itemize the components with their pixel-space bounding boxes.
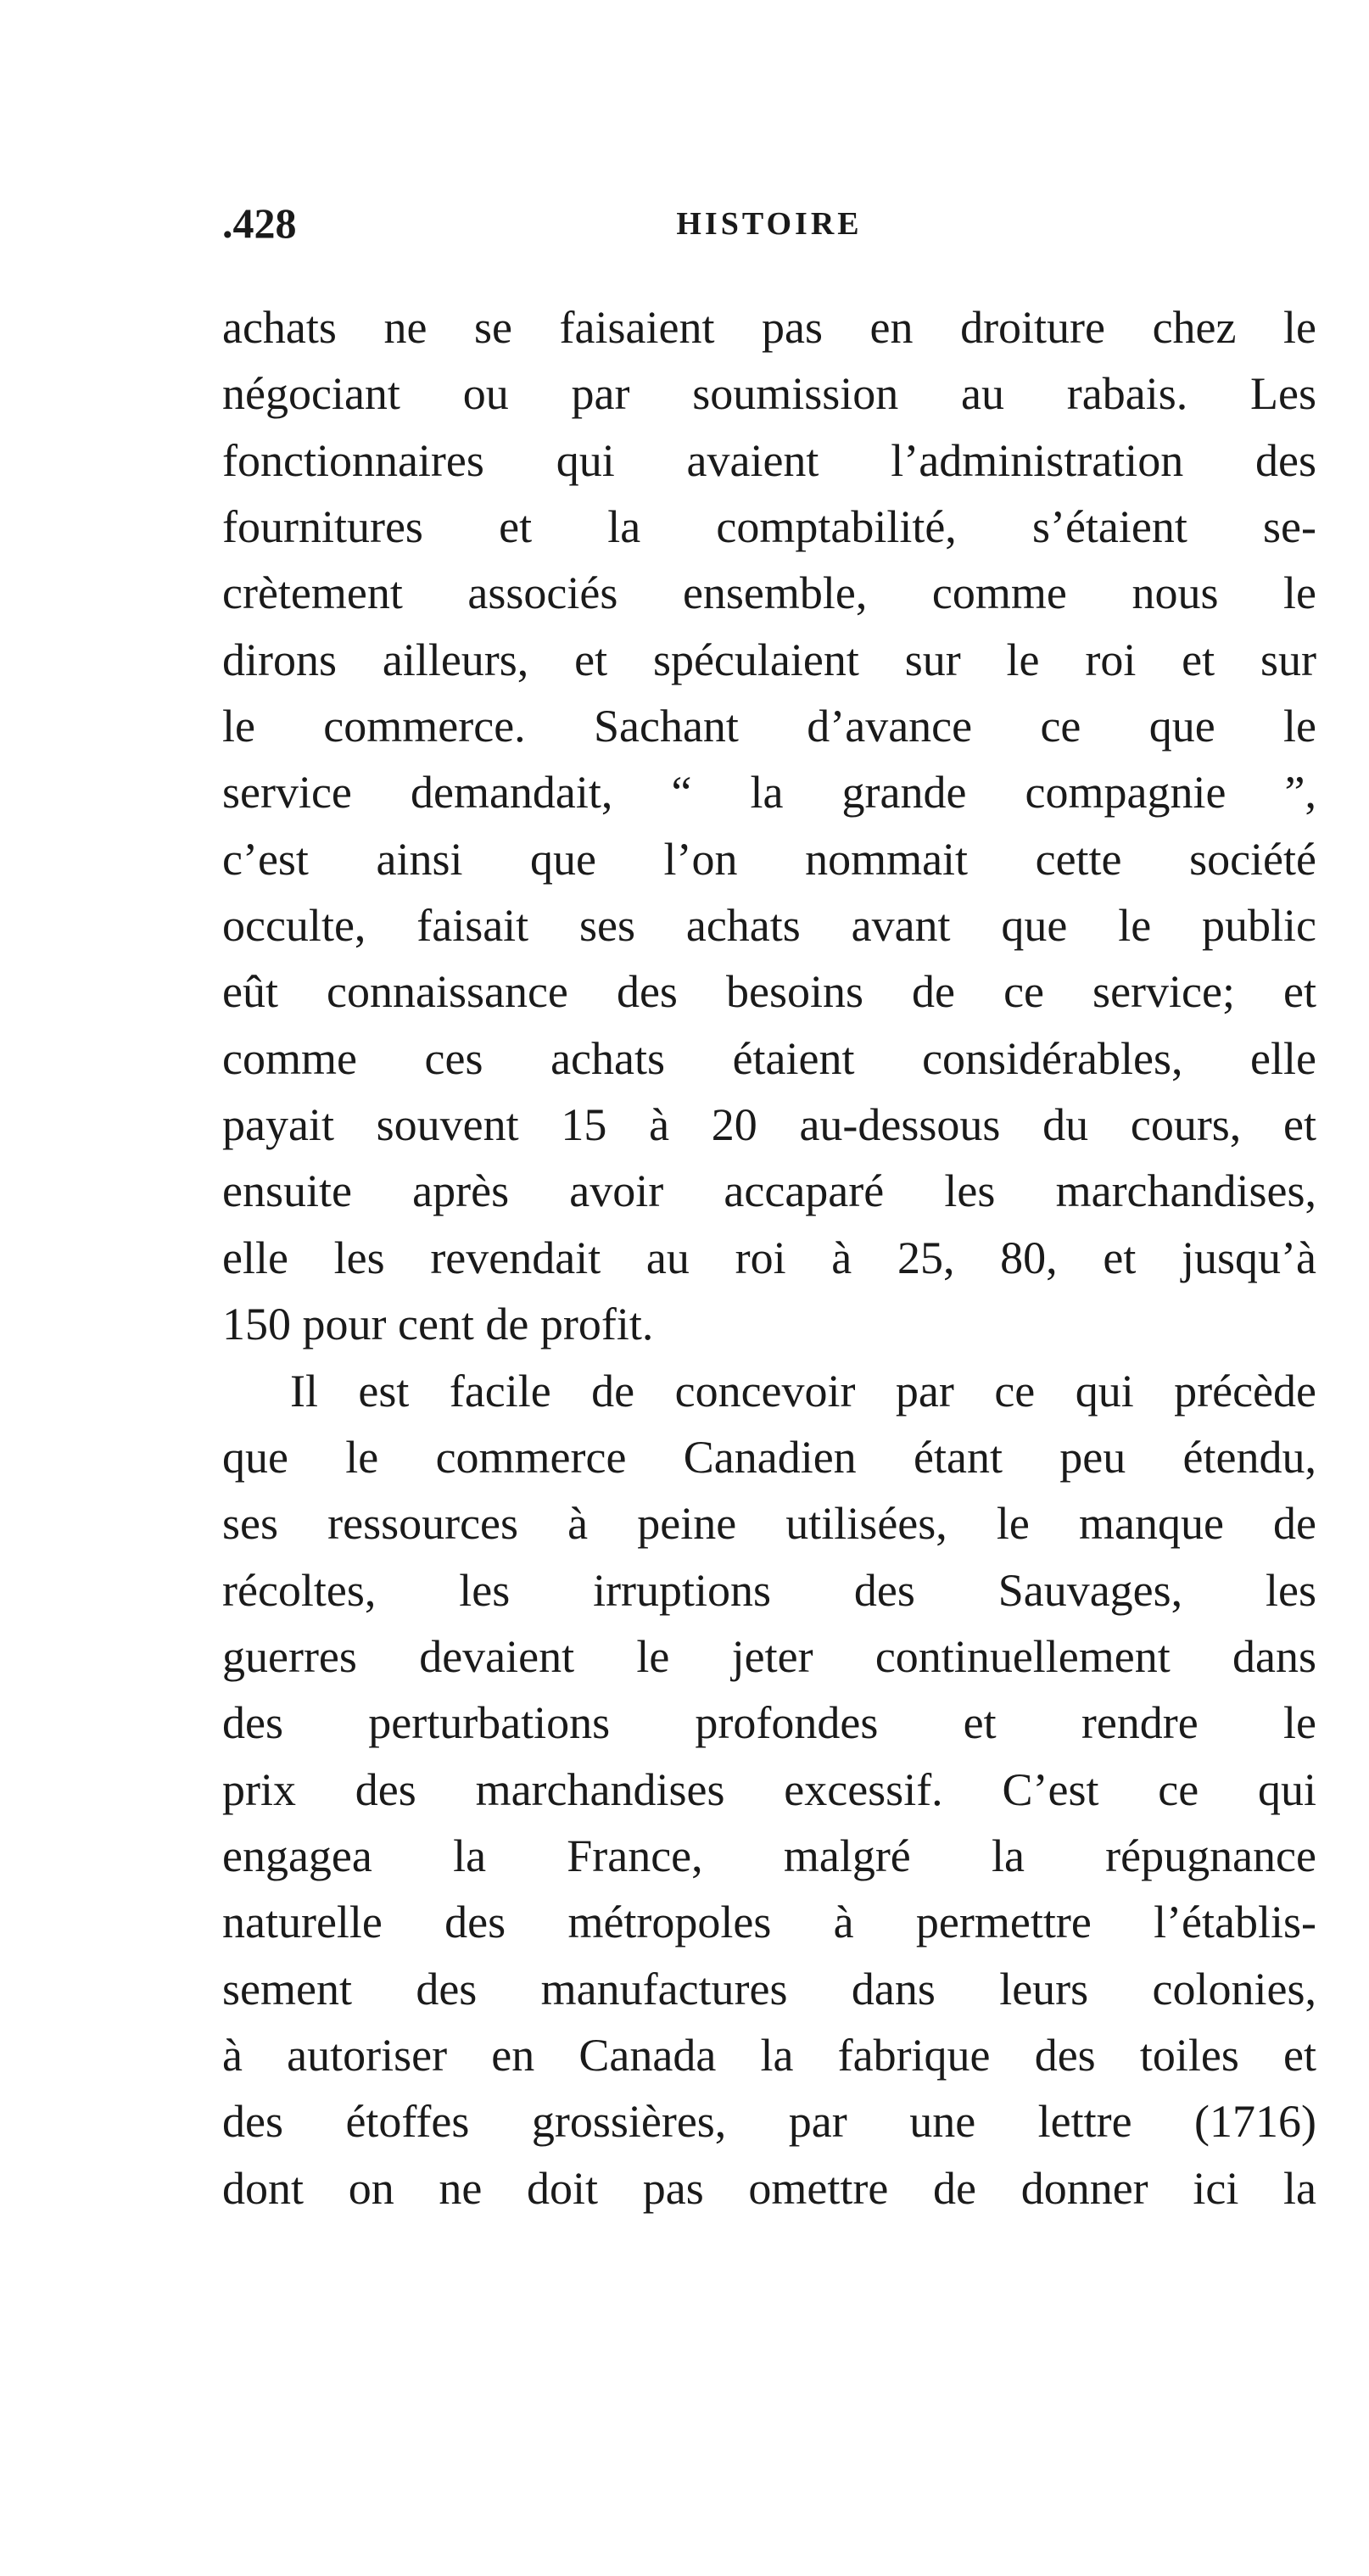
- body-text: [222, 294, 1316, 2221]
- text-line: Il est facile de concevoir par ce qui précède: [290, 1365, 1316, 1417]
- text-line: payait souvent 15 à 20 au-dessous du cours, et: [222, 1099, 1316, 1151]
- paragraph-2: [222, 1358, 1316, 2221]
- text-line: fournitures et la comptabilité, s’étaient se-: [222, 501, 1316, 553]
- text-line: achats ne se faisaient pas en droiture chez le: [222, 302, 1316, 353]
- text-line: engagea la France, malgré la répugnance: [222, 1830, 1316, 1881]
- text-line: naturelle des métropoles à permettre l’établis-: [222, 1897, 1316, 1948]
- running-head: [222, 193, 1316, 253]
- text-line: prix des marchandises excessif. C’est ce qui: [222, 1763, 1316, 1815]
- text-line: dirons ailleurs, et spéculaient sur le roi et sur: [222, 634, 1316, 685]
- paragraph-1: [222, 294, 1316, 1358]
- text-line: comme ces achats étaient considérables, elle: [222, 1032, 1316, 1084]
- text-line: service demandait, “ la grande compagnie ”,: [222, 767, 1316, 819]
- text-line: des étoffes grossières, par une lettre (1716): [222, 2096, 1316, 2148]
- text-line: crètement associés ensemble, comme nous le: [222, 567, 1316, 619]
- text-line: c’est ainsi que l’on nommait cette société: [222, 833, 1316, 885]
- text-line: ensuite après avoir accaparé les marchandises,: [222, 1165, 1316, 1217]
- page-number: .428: [222, 199, 297, 247]
- text-line: occulte, faisait ses achats avant que le public: [222, 900, 1316, 952]
- text-line: eût connaissance des besoins de ce service; et: [222, 966, 1316, 1018]
- text-line: 150 pour cent de profit.: [222, 1299, 654, 1350]
- text-line: dont on ne doit pas omettre de donner ici la: [222, 2162, 1316, 2214]
- text-line: le commerce. Sachant d’avance ce que le: [222, 701, 1316, 752]
- text-line: négociant ou par soumission au rabais. Les: [222, 368, 1316, 420]
- text-line: des perturbations profondes et rendre le: [222, 1697, 1316, 1749]
- text-line: que le commerce Canadien étant peu étendu,: [222, 1431, 1316, 1483]
- text-line: elle les revendait au roi à 25, 80, et jusqu’à: [222, 1232, 1316, 1283]
- text-line: à autoriser en Canada la fabrique des toiles et: [222, 2029, 1316, 2081]
- running-title: HISTOIRE: [676, 206, 863, 242]
- text-line: ses ressources à peine utilisées, le manque de: [222, 1498, 1316, 1550]
- text-line: sement des manufactures dans leurs colonies,: [222, 1963, 1316, 2014]
- text-line: récoltes, les irruptions des Sauvages, les: [222, 1564, 1316, 1616]
- text-line: fonctionnaires qui avaient l’administration des: [222, 434, 1316, 486]
- text-line: guerres devaient le jeter continuellement dans: [222, 1630, 1316, 1682]
